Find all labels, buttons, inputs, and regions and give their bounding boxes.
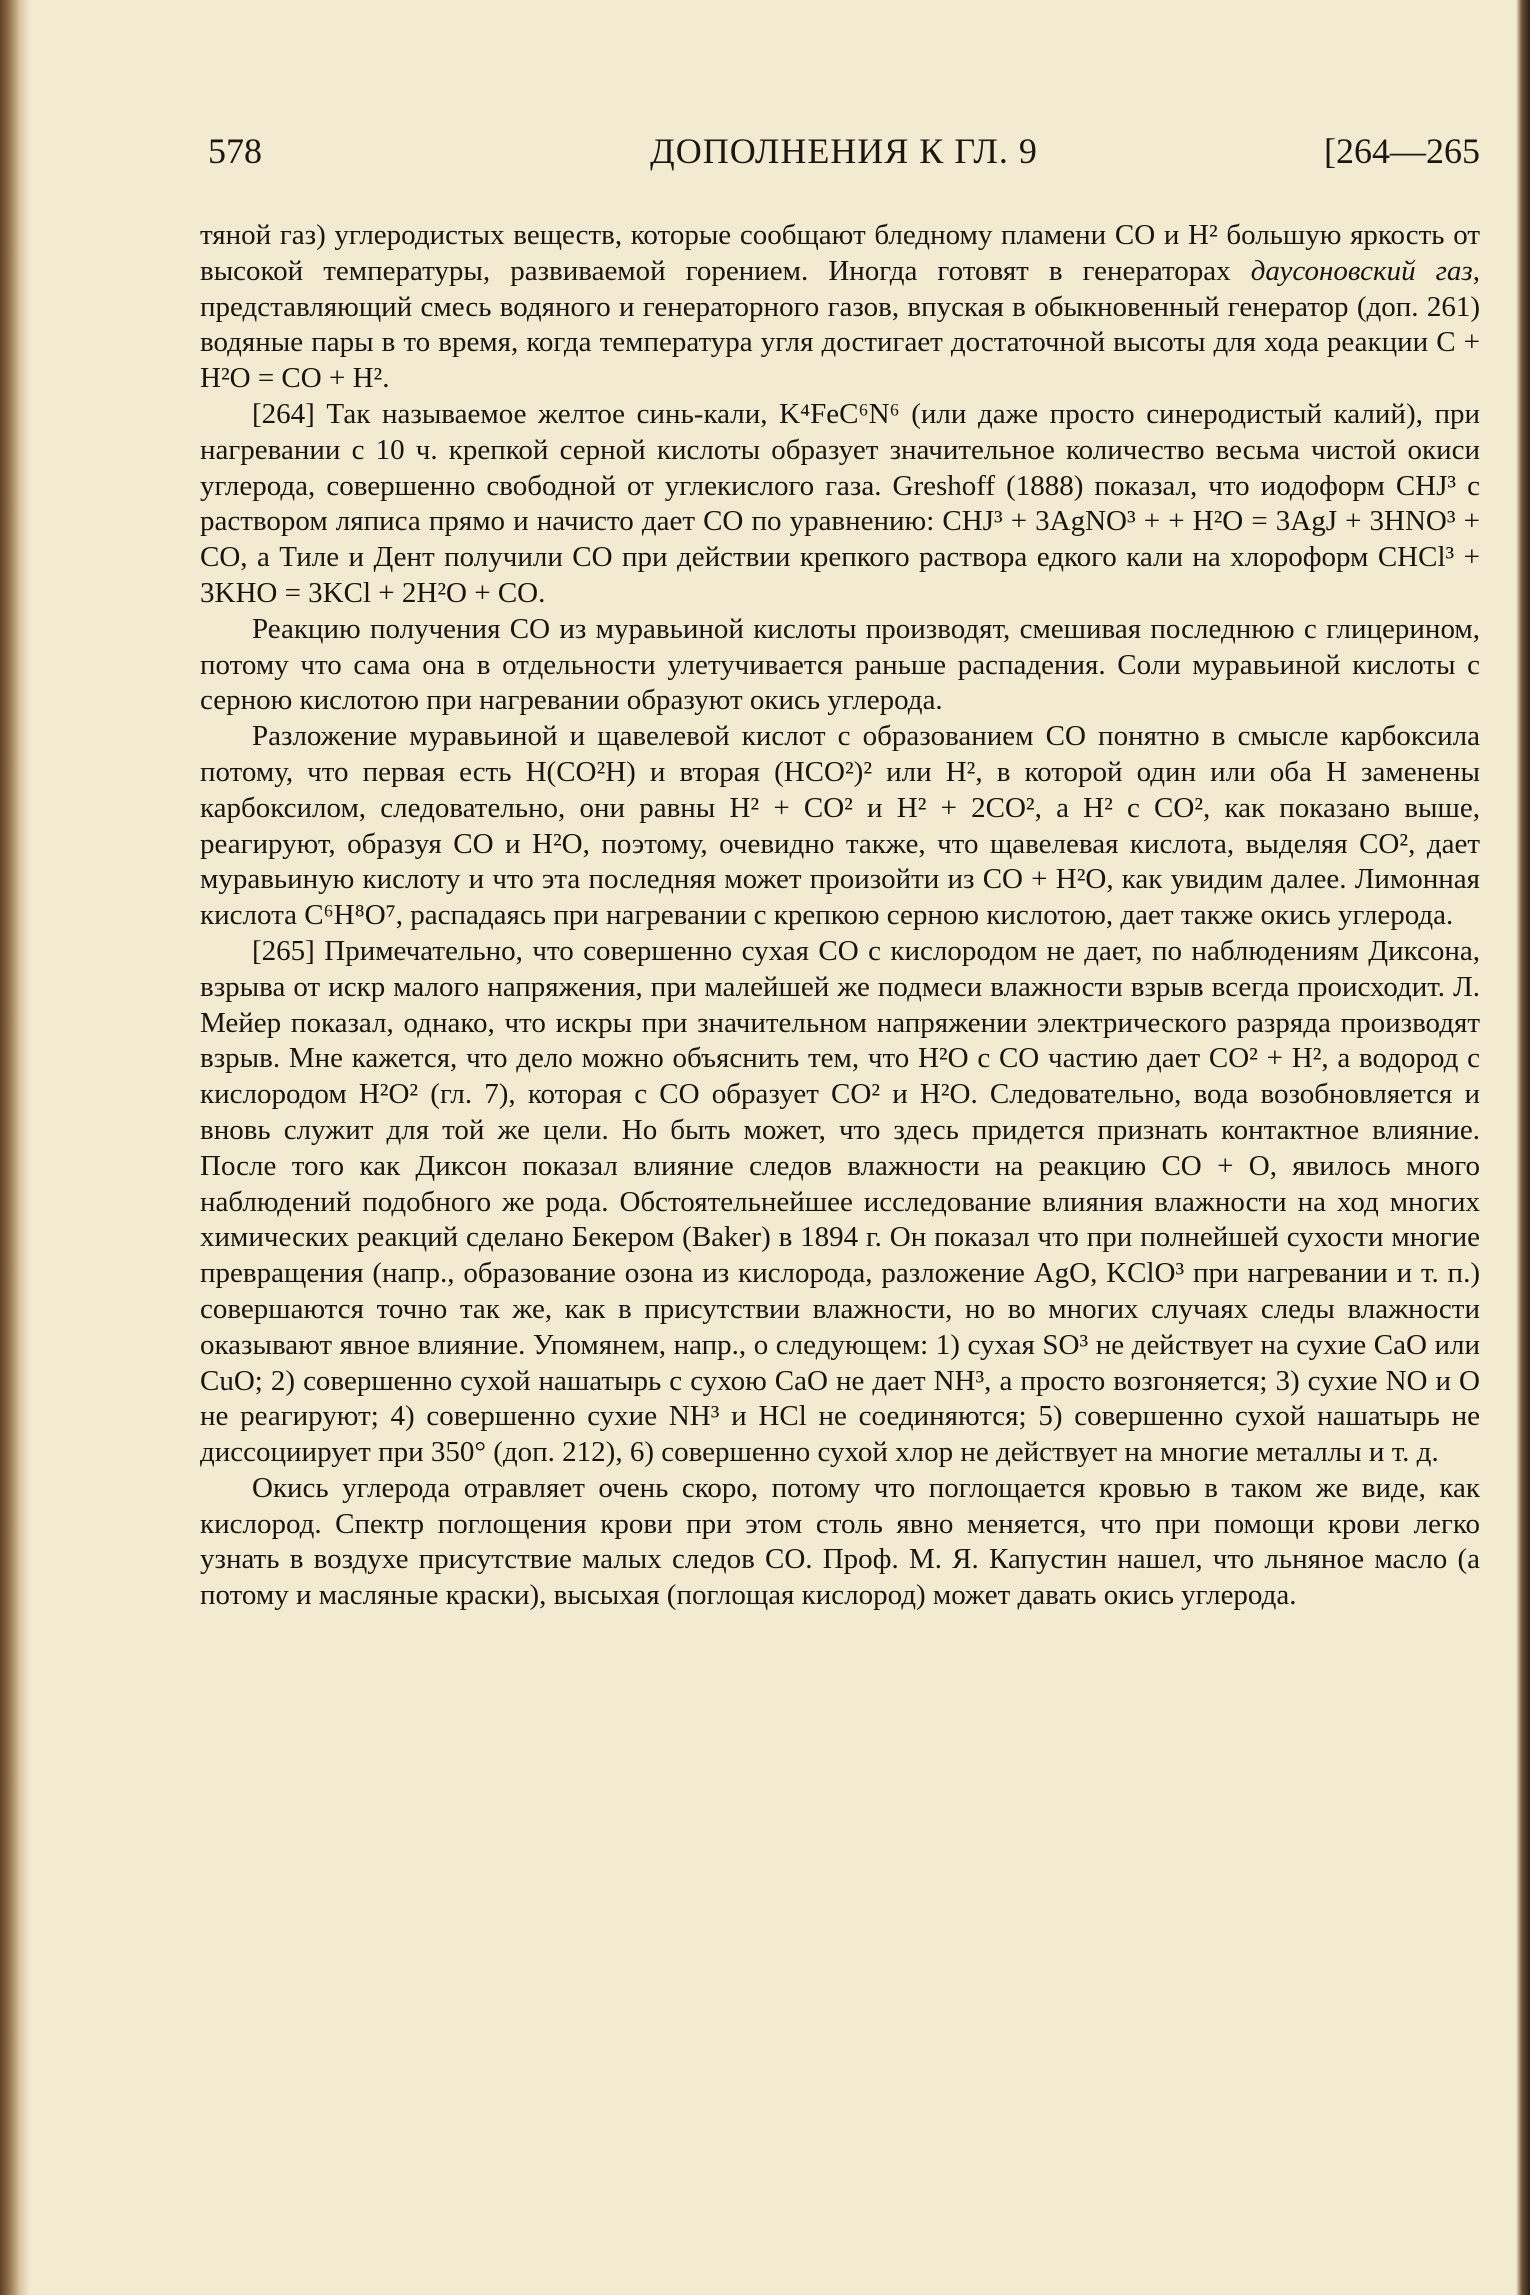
book-spine-shadow (0, 0, 30, 2295)
paragraph-text: , представляющий смесь водяного и генераторного газов, впуская в обыкновенный генератор (доп. 261) водяные пары в то время, когда температура угля достигает достаточной высоты для хода реакции C + H²O = CO + H². (200, 254, 1480, 395)
paragraph-text: [265] Примечательно, что совершенно сухая CO с кислородом не дает, по наблюдениям Диксона, взрыва от искр малого напряжения, при малейшей же подмеси влажности взрыв всегда происходит. Л. Мейер показал, однако, что искры при значительном напряжении электрического разряда производят взрыв. Мне кажется, что дело можно объяснить тем, что H²O с CO частию дает CO² + H², а водород с кислородом H²O² (гл. 7), которая с CO образует CO² и H²O. Следовательно, вода возобновляется и вновь служит для той же цели. Но быть может, что здесь придется признать контактное влияние. После того как Диксон показал влияние следов влажности на реакцию CO + O, явилось много наблюдений подобного же рода. Обстоятельнейшее исследование влияния влажности на ход многих химических реакций сделано Бекером (Baker) в 1894 г. Он показал что при полнейшей сухости многие превращения (напр., образование озона из кислорода, разложение AgO, KClO³ при нагревании и т. п.) совершаются точно так же, как в присутствии влажности, но во многих случаях следы влажности оказывают явное влияние. Упомянем, напр., о следующем: 1) сухая SO³ не действует на сухие CaO или CuO; 2) совершенно сухой нашатырь с сухою CaO не дает NH³, а просто возгоняется; 3) сухие NO и O не реагируют; 4) совершенно сухие NH³ и HCl не соединяются; 5) совершенно сухой нашатырь не диссоциирует при 350° (доп. 212), 6) совершенно сухой хлор не действует на многие металлы и т. д. (200, 934, 1480, 1469)
chapter-title: ДОПОЛНЕНИЯ К ГЛ. 9 (650, 131, 1038, 171)
paragraph (200, 218, 1480, 397)
section-range: [264—265 (1324, 131, 1480, 171)
paragraph-text: Реакцию получения CO из муравьиной кислоты производят, смешивая последнюю с глицерином, потому что сама она в отдельности улетучивается раньше распадения. Соли муравьиной кислоты с серною кислотою при нагревании образуют окись углерода. (200, 612, 1480, 717)
paragraph (200, 397, 1480, 612)
paragraph (200, 1471, 1480, 1614)
paragraph-text: Разложение муравьиной и щавелевой кислот с образованием CO понятно в смысле карбоксила потому, что первая есть H(CO²H) и вторая (HCO²)² или H², в которой один или оба H заменены карбоксилом, следовательно, они равны H² + CO² и H² + 2CO², а H² с CO², как показано выше, реагируют, образуя CO и H²O, поэтому, очевидно также, что щавелевая кислота, выделяя CO², дает муравьиную кислоту и что эта последняя может произойти из CO + H²O, как увидим далее. Лимонная кислота C⁶H⁸O⁷, распадаясь при нагревании с крепкою серною кислотою, дает также окись углерода. (200, 720, 1480, 932)
running-head (208, 130, 1480, 186)
paragraph-text: [264] Так называемое желтое синь-кали, K⁴FeC⁶N⁶ (или даже просто синеродистый калий), при нагревании с 10 ч. крепкой серной кислоты образует значительное количество весьма чистой окиси углерода, совершенно свободной от углекислого газа. Greshoff (1888) показал, что иодоформ CHJ³ с раствором ляписа прямо и начисто дает CO по уравнению: CHJ³ + 3AgNO³ + + H²O = 3AgJ + 3HNO³ + CO, а Тиле и Дент получили CO при действии крепкого раствора едкого кали на хлороформ CHCl³ + 3KHO = 3KCl + 2H²O + CO. (200, 397, 1480, 609)
italic-term: даусоновский газ (1250, 254, 1473, 287)
paragraph (200, 719, 1480, 934)
page-number: 578 (208, 131, 262, 171)
text-body (200, 218, 1480, 1614)
paragraph-text: тяной газ) углеродистых веществ, которые сообщают бледному пламени CO и H² большую яркость от высокой температуры, развиваемой горением. Иногда готовят в генераторах (200, 219, 1480, 287)
paragraph-text: Окись углерода отравляет очень скоро, потому что поглощается кровью в таком же виде, как кислород. Спектр поглощения крови при этом столь явно меняется, что при помощи крови легко узнать в воздухе присутствие малых следов CO. Проф. М. Я. Капустин нашел, что льняное масло (а потому и масляные краски), высыхая (поглощая кислород) может давать окись углерода. (200, 1471, 1480, 1612)
page-edge-shadow (1516, 0, 1530, 2295)
paragraph (200, 612, 1480, 719)
paragraph (200, 934, 1480, 1471)
